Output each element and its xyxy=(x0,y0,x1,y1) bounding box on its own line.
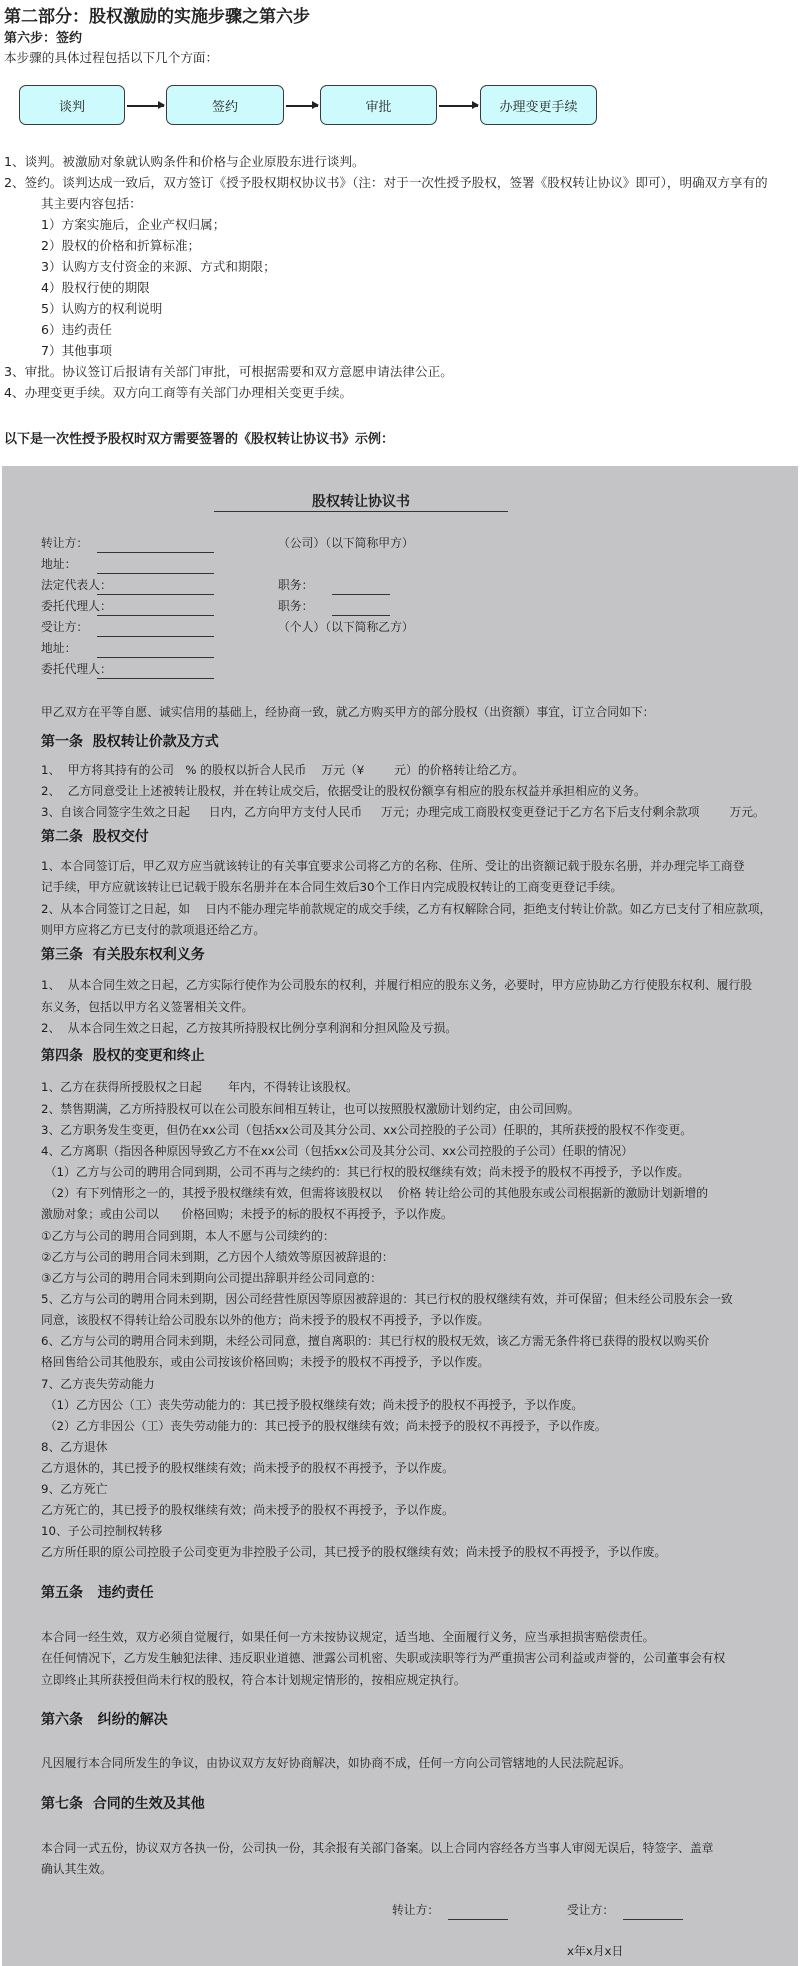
step-item-1: 1、谈判。被激励对象就认购条件和价格与企业原股东进行谈判。 xyxy=(4,154,365,169)
step-item-4: 4、办理变更手续。双方向工商等有关部门办理相关变更手续。 xyxy=(4,385,353,400)
contract-line: 格回售给公司其他股东，或由公司按该价格回购；未授予的股权不再授予，予以作废。 xyxy=(41,1355,490,1369)
contract-line: 5、乙方与公司的聘用合同未到期，因公司经营性原因等原因被辞退的：其已行权的股权继续有效，并可保留；但未经公司股东会一致 xyxy=(41,1292,733,1306)
contract-line: 3、自该合同签字生效之日起 日内，乙方向甲方支付人民币 万元；办理完成工商股权变更登记于乙方名下后支付剩余款项 万元。 xyxy=(41,805,765,819)
contract-line: ③乙方与公司的聘用合同未到期向公司提出辞职并经公司同意的： xyxy=(41,1271,382,1285)
contract-line: 2、 乙方同意受让上述被转让股权，并在转让成交后，依据受让的股权份额享有相应的股东权益并承担相应的义务。 xyxy=(41,784,646,798)
example-intro: 以下是一次性授予股权时双方需要签署的《股权转让协议书》示例： xyxy=(4,432,395,447)
sub-item: 4）股权行使的期限 xyxy=(41,280,150,295)
signature-transferor-label: 转让方： xyxy=(392,1903,440,1917)
signature-transferee-blank xyxy=(623,1919,683,1920)
contract-line: 1、 从本合同生效之日起，乙方实际行使作为公司股东的权利，并履行相应的股东义务，必要时，甲方应协助乙方行使股东权利、履行股 xyxy=(41,978,753,992)
arrow-icon xyxy=(286,105,318,107)
contract-line: （2）乙方非因公（工）丧失劳动能力的：其已授予的股权继续有效；尚未授予的股权不再授予，予以作废。 xyxy=(41,1419,607,1433)
contract-line: ②乙方与公司的聘用合同未到期，乙方因个人绩效等原因被辞退的： xyxy=(41,1250,394,1264)
position-label: 职务： xyxy=(278,599,314,613)
address-label: 地址： xyxy=(41,557,77,571)
address-blank xyxy=(97,573,214,574)
article-heading: 第七条 合同的生效及其他 xyxy=(41,1796,205,1812)
sub-item: 5）认购方的权利说明 xyxy=(41,301,163,316)
contract-line: 1、 甲方将其持有的公司 % 的股权以折合人民币 万元（¥ 元）的价格转让给乙方。 xyxy=(41,763,525,777)
address-blank xyxy=(97,657,214,658)
article-heading: 第五条 违约责任 xyxy=(41,1585,154,1601)
position-label: 职务： xyxy=(278,578,314,592)
contract-line: 3、乙方职务发生变更，但仍在xx公司（包括xx公司及其分公司、xx公司控股的子公司）任职的，其所获授的股权不作变更。 xyxy=(41,1123,693,1137)
flow-step-change-registration: 办理变更手续 xyxy=(480,85,597,125)
signature-transferee-label: 受让方： xyxy=(567,1903,615,1917)
contract-line: 9、乙方死亡 xyxy=(41,1482,108,1496)
contract-line: 6、乙方与公司的聘用合同未到期，未经公司同意，擅自离职的：其已行权的股权无效，该乙方需无条件将已获得的股权以购买价 xyxy=(41,1334,710,1348)
contract-line: （1）乙方与公司的聘用合同到期，公司不再与之续约的：其已行权的股权继续有效；尚未授予的股权不再授予，予以作废。 xyxy=(41,1165,690,1179)
signature-transferor-blank xyxy=(448,1919,508,1920)
title-underline xyxy=(214,511,508,512)
contract-line: 2、从本合同签订之日起，如 日内不能办理完毕前款规定的成交手续，乙方有权解除合同，拒绝支付转让价款。如乙方已支付了相应款项， xyxy=(41,902,772,916)
contract-line: ①乙方与公司的聘用合同到期，本人不愿与公司续约的： xyxy=(41,1229,335,1243)
contract-line: 甲乙双方在平等自愿、诚实信用的基础上，经协商一致，就乙方购买甲方的部分股权（出资额）事宜，订立合同如下： xyxy=(41,705,655,719)
position-blank xyxy=(332,594,390,595)
contract-line: 乙方死亡的，其已授予的股权继续有效；尚未授予的股权不再授予，予以作废。 xyxy=(41,1503,454,1517)
agent-blank xyxy=(97,678,214,679)
signature-date: x年x月x日 xyxy=(567,1944,624,1958)
contract-line: 在任何情况下，乙方发生触犯法律、违反职业道德、泄露公司机密、失职或渎职等行为严重损害公司利益或声誉的，公司董事会有权 xyxy=(41,1651,726,1665)
sub-item: 7）其他事项 xyxy=(41,343,112,358)
contract-line: 10、子公司控制权转移 xyxy=(41,1524,163,1538)
sub-item: 6）违约责任 xyxy=(41,322,112,337)
step-title: 第六步：签约 xyxy=(4,31,83,46)
article-heading: 第四条 股权的变更和终止 xyxy=(41,1048,205,1064)
step-item-2-cont: 其主要内容包括： xyxy=(41,196,142,211)
legal-rep-blank xyxy=(97,594,214,595)
flow-step-negotiate: 谈判 xyxy=(19,85,125,125)
transferor-label: 转让方： xyxy=(41,536,89,550)
contract-line: 立即终止其所获授但尚未行权的股权，符合本计划规定情形的，按相应规定执行。 xyxy=(41,1673,466,1687)
contract-line: 4、乙方离职（指因各种原因导致乙方不在xx公司（包括xx公司及其分公司、xx公司控股的子公司）任职的情况） xyxy=(41,1144,634,1158)
article-heading: 第一条 股权转让价款及方式 xyxy=(41,734,219,750)
contract-line: 确认其生效。 xyxy=(41,1862,112,1876)
legal-rep-label: 法定代表人： xyxy=(41,578,112,592)
contract-line: 则甲方应将乙方已支付的款项退还给乙方。 xyxy=(41,923,266,937)
position-blank xyxy=(332,615,390,616)
contract-line: 8、乙方退休 xyxy=(41,1440,108,1454)
contract-line: （1）乙方因公（工）丧失劳动能力的：其已授予股权继续有效；尚未授予的股权不再授予，予以作废。 xyxy=(41,1398,584,1412)
arrow-icon xyxy=(127,105,164,107)
contract-line: 同意，该股权不得转让给公司股东以外的他方；尚未授予的股权不再授予，予以作废。 xyxy=(41,1313,490,1327)
contract-title: 股权转让协议书 xyxy=(312,494,410,510)
contract-line: 2、 从本合同生效之日起，乙方按其所持股权比例分享利润和分担风险及亏损。 xyxy=(41,1021,458,1035)
flow-step-approve: 审批 xyxy=(320,85,437,125)
step-intro: 本步骤的具体过程包括以下几个方面： xyxy=(4,50,219,65)
sub-item: 1）方案实施后，企业产权归属； xyxy=(41,217,226,232)
arrow-icon xyxy=(439,105,478,107)
transferee-label: 受让方： xyxy=(41,620,89,634)
transferor-note: （公司）（以下简称甲方） xyxy=(278,536,414,550)
sub-item: 3）认购方支付资金的来源、方式和期限； xyxy=(41,259,276,274)
contract-line: 本合同一经生效，双方必须自觉履行，如果任何一方未按协议规定，适当地、全面履行义务，应当承担损害赔偿责任。 xyxy=(41,1630,655,1644)
contract-line: 本合同一式五份，协议双方各执一份，公司执一份，其余报有关部门备案。以上合同内容经各方当事人审阅无误后，特签字、盖章 xyxy=(41,1841,714,1855)
contract-line: 记手续，甲方应就该转让已记载于股东名册并在本合同生效后30个工作日内完成股权转让的工商变更登记手续。 xyxy=(41,880,623,894)
article-heading: 第三条 有关股东权利义务 xyxy=(41,947,205,963)
step-item-3: 3、审批。协议签订后报请有关部门审批，可根据需要和双方意愿申请法律公正。 xyxy=(4,364,453,379)
transferor-blank xyxy=(97,552,214,553)
step-item-2: 2、签约。谈判达成一致后，双方签订《授予股权期权协议书》（注：对于一次性授予股权，签署《股权转让协议》即可），明确双方享有的 xyxy=(4,175,768,190)
article-heading: 第六条 纠纷的解决 xyxy=(41,1712,168,1728)
agent-label: 委托代理人： xyxy=(41,599,112,613)
contract-line: 凡因履行本合同所发生的争议，由协议双方友好协商解决，如协商不成，任何一方向公司管辖地的人民法院起诉。 xyxy=(41,1756,631,1770)
contract-line: 激励对象；或由公司以 价格回购；未授予的标的股权不再授予，予以作废。 xyxy=(41,1207,453,1221)
address-label: 地址： xyxy=(41,641,77,655)
contract-line: 乙方退休的，其已授予的股权继续有效；尚未授予的股权不再授予，予以作废。 xyxy=(41,1461,454,1475)
contract-line: 1、本合同签订后，甲乙双方应当就该转让的有关事宜要求公司将乙方的名称、住所、受让的出资额记载于股东名册，并办理完毕工商登 xyxy=(41,859,745,873)
agent-label: 委托代理人： xyxy=(41,662,112,676)
sub-item: 2）股权的价格和折算标准； xyxy=(41,238,201,253)
article-heading: 第二条 股权交付 xyxy=(41,829,149,845)
flow-step-sign: 签约 xyxy=(166,85,284,125)
agent-blank xyxy=(97,615,214,616)
contract-line: 乙方所任职的原公司控股子公司变更为非控股子公司，其已授予的股权继续有效；尚未授予的股权不再授予，予以作废。 xyxy=(41,1545,667,1559)
contract-line: （2）有下列情形之一的，其授予股权继续有效，但需将该股权以 价格 转让给公司的其他股东或公司根据新的激励计划新增的 xyxy=(41,1186,709,1200)
contract-line: 1、乙方在获得所授股权之日起 年内，不得转让该股权。 xyxy=(41,1080,358,1094)
section-title: 第二部分：股权激励的实施步骤之第六步 xyxy=(4,7,310,27)
contract-line: 7、乙方丧失劳动能力 xyxy=(41,1377,155,1391)
transferee-blank xyxy=(97,636,214,637)
contract-line: 东义务，包括以甲方名义签署相关文件。 xyxy=(41,1000,254,1014)
contract-line: 2、禁售期满，乙方所持股权可以在公司股东间相互转让，也可以按照股权激励计划约定，由公司回购。 xyxy=(41,1102,580,1116)
transferee-note: （个人）（以下简称乙方） xyxy=(278,620,414,634)
